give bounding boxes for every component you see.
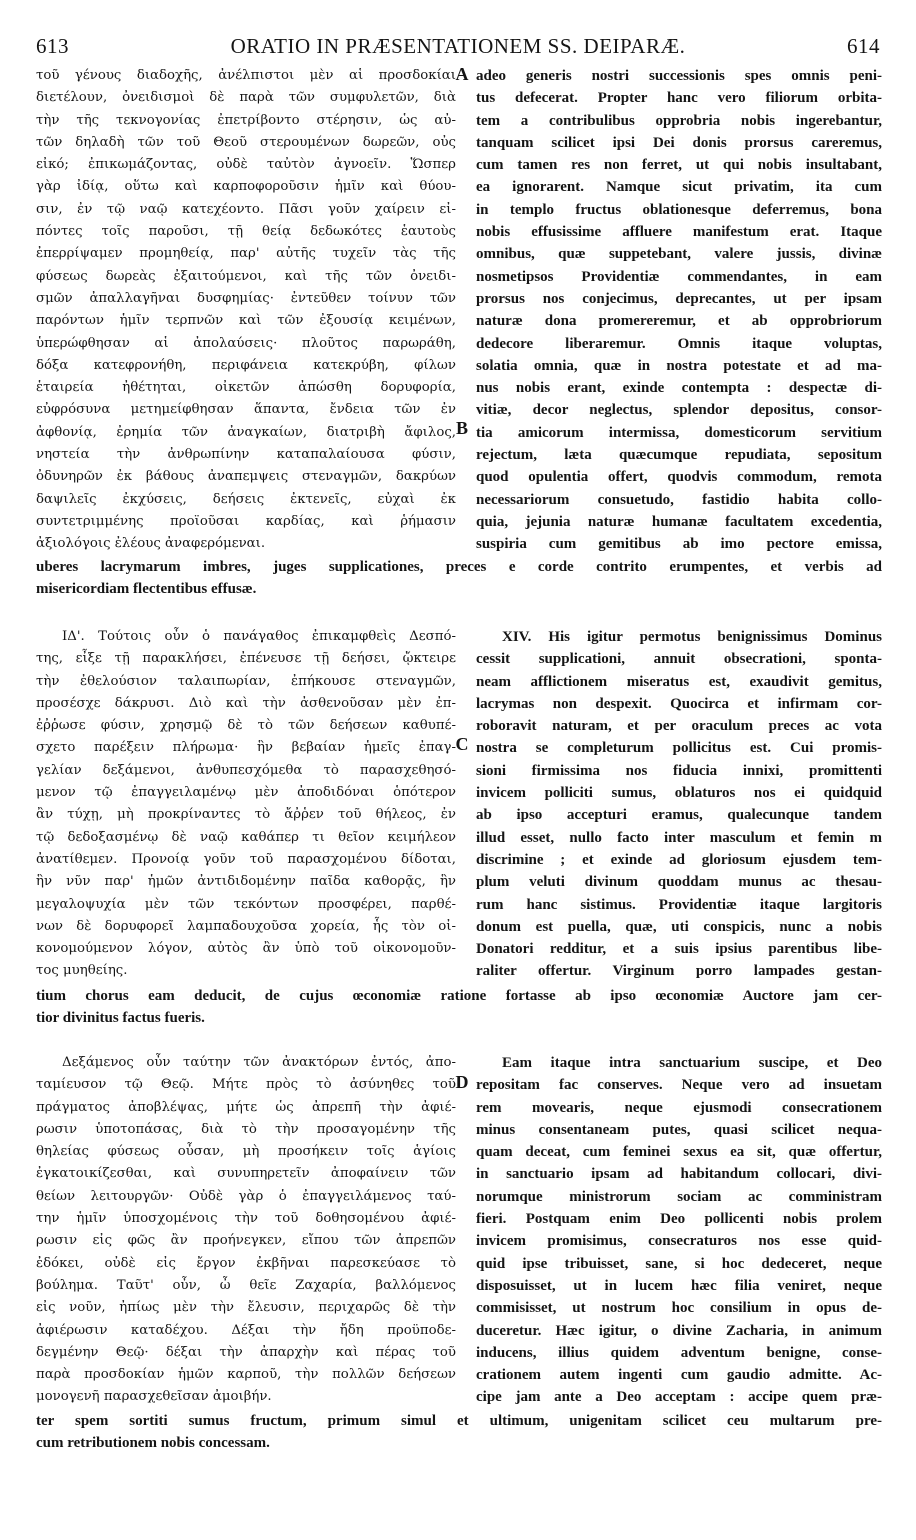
text-line: minus consentaneam putes, quasi scilicet nequa- bbox=[476, 1121, 882, 1138]
text-line: νων δὲ δορυφορεῖ λαμπαδουχοῦσα χορεία, ἧς τὸν οἰ- bbox=[36, 918, 456, 934]
latin-full-width-section-2 bbox=[36, 985, 882, 1030]
text-line: εἰκό; ἐπικωμάζοντας, οὐδὲ ταὐτὸν ἀγνοεῖν. Ὥσπερ bbox=[36, 157, 456, 173]
greek-column-section-1 bbox=[36, 65, 456, 556]
text-line: quam deceat, cum feminei sexus ea sit, quæ offertur, bbox=[476, 1144, 882, 1161]
text-line: ἀφθονίᾳ, ἐρημία τῶν ἀναγκαίων, διατριβὴ ἄφιλος, bbox=[36, 424, 456, 440]
text-line: παρόντων ἡμῖν τερπνῶν καὶ τῶν ἐξουσίᾳ κειμένων, bbox=[36, 313, 456, 329]
text-line: ἀφιέρωσιν καταδέχου. Δέξαι τὴν ἤδη προϋποδε- bbox=[36, 1322, 456, 1338]
text-line: XIV. His igitur permotus benignissimus Dominus bbox=[502, 629, 882, 645]
text-line: μεγαλοψυχία μὲν τῶν τεκόντων προσφέρει, παρθέ- bbox=[36, 896, 456, 912]
text-line: πράγματος ἀποβλέψας, μήτε ὡς ἀπρεπῆ τὴν ἀφιέ- bbox=[36, 1099, 456, 1115]
text-line: adeo generis nostri successionis spes omnis peni- bbox=[476, 68, 882, 84]
text-line: ἐπερρίψαμεν προμηθείᾳ, παρ' αὐτῆς τυχεῖν τὰς τῆς bbox=[36, 246, 456, 262]
text-line: tium chorus eam deducit, de cujus œconomiæ ratione fortasse ab ipso œconomiæ Auctore jam cer- bbox=[36, 988, 882, 1004]
text-line: τὴν τῆς τεκνογονίας ἐπετρίβοντο στέρησιν, ὡς αὐ- bbox=[36, 112, 456, 128]
text-line: φύσεως δωρεὰς ἐξαιτούμενοι, καὶ τῆς τῶν ὀνειδι- bbox=[36, 268, 456, 284]
text-line: cum retributionem nobis concessam. bbox=[36, 1435, 270, 1452]
text-line: την ἡμῖν ὑποσχομένοις τὴν τοῦ δοθησομένου ἀφιέ- bbox=[36, 1211, 456, 1227]
text-line: διετέλουν, ὀνειδισμοὶ δὲ παρὰ τῶν συμφυλετῶν, διὰ bbox=[36, 90, 456, 106]
text-line: necessariorum consuetudo, fastidio habita collo- bbox=[476, 491, 882, 508]
text-line: rejectum, læta quæcumque repudiata, sepositum bbox=[476, 447, 882, 464]
page-number-right: 614 bbox=[847, 34, 880, 58]
text-line: solatia omnia, quæ in nostra potestate et ad ma- bbox=[476, 357, 882, 374]
text-line: ταμίευσον τῷ Θεῷ. Μήτε πρὸς τὸ ἀσύνηθες τοῦ bbox=[36, 1077, 456, 1093]
text-line: μενον τῷ ἐπαγγειλαμένῳ μὲν ἀποδιδόναι ὁπότερον bbox=[36, 785, 456, 801]
latin-column-section-2 bbox=[476, 626, 882, 983]
text-line: γὰρ ἰδίᾳ, οὕτω καὶ καρποφοροῦσιν ἡμῖν καὶ θύου- bbox=[36, 179, 456, 195]
text-line: inducens, illius quidem adventum benigne, conse- bbox=[476, 1344, 882, 1361]
text-line: tior divinitus factus fueris. bbox=[36, 1010, 205, 1027]
page-number-left: 613 bbox=[36, 34, 69, 58]
text-line: naturæ dona promereremur, et ab opprobriorum bbox=[476, 313, 882, 330]
text-line: μονογενῆ παρασχεθεῖσαν ἀμοιβήν. bbox=[36, 1389, 272, 1405]
text-line: repositam fac conserves. Neque vero ad insuetam bbox=[476, 1077, 882, 1094]
text-line: vitiæ, decor neglectus, splendor depositus, consor- bbox=[476, 402, 882, 419]
text-line: tia amicorum intermissa, domesticorum servitium bbox=[476, 424, 882, 441]
text-line: δεγμένην Θεῷ· δέξαι τὴν ἀπαρχὴν καὶ πέρας τοῦ bbox=[36, 1344, 456, 1360]
latin-full-width-section-1 bbox=[36, 556, 882, 601]
text-line: σμῶν ἀπαλλαγῆναι δυσφημίας· ἐντεῦθεν τοίνυν τῶν bbox=[36, 290, 456, 306]
text-line: εὐφρόσυνα μετημείφθησαν ἅπαντα, ἔνδεια τῶν ἐν bbox=[36, 402, 456, 418]
section-marker-b: B bbox=[455, 418, 468, 438]
text-line: quid ipse tribuisset, sane, si hoc dedeceret, neque bbox=[476, 1255, 882, 1272]
text-line: cipe jam ante a Deo acceptam : accipe quem præ- bbox=[476, 1389, 882, 1406]
text-line: ter spem sortiti sumus fructum, primum simul et ultimum, unigenitam scilicet ceu multarum pre- bbox=[36, 1413, 882, 1429]
text-line: ἐγκατοικίζεσθαι, καὶ συνυπηρετεῖν ἀποφαίνειν τῶν bbox=[36, 1166, 456, 1182]
latin-column-section-3 bbox=[476, 1052, 882, 1409]
text-line: ΙΔ'. Τούτοις οὖν ὁ πανάγαθος ἐπικαμφθεὶς Δεσπό- bbox=[62, 629, 456, 644]
greek-column-section-2 bbox=[36, 626, 456, 983]
text-line: rem movearis, neque ejusmodi consecrationem bbox=[476, 1099, 882, 1116]
text-line: ἣν νῦν παρ' ἡμῶν ἀντιδιδομένην παῖδα καθορᾷς, ἣν bbox=[36, 874, 456, 890]
text-line: discrimine ; et exinde ad gloriosum ejusdem tem- bbox=[476, 851, 882, 868]
text-line: invicem polliciti sumus, oblaturos nos ei quidquid bbox=[476, 785, 882, 802]
text-line: τοῦ γένους διαδοχῆς, ἀνέλπιστοι μὲν αἱ προσδοκίαι bbox=[36, 68, 456, 83]
text-line: nosmetipsos Providentiæ commendantes, in eam bbox=[476, 268, 882, 285]
text-line: ἐδόκει, οὐδὲ εἰς ἔργον ἐκβῆναι παρεσκεύασε τὸ bbox=[36, 1255, 456, 1271]
text-line: raliter offertur. Virginum porro lampades gestan- bbox=[476, 963, 882, 980]
text-line: ἐῤῥωσε φύσιν, χρησμῷ δὲ τὸ τῶν δεήσεων καθυπέ- bbox=[36, 718, 456, 734]
text-line: τὴν ἐθελούσιον ταλαιπωρίαν, ἐπήκουσε στεναγμῶν, bbox=[36, 673, 456, 689]
text-line: uberes lacrymarum imbres, juges supplicationes, preces e corde contrito erumpentes, et verbis ad bbox=[36, 559, 882, 575]
text-line: tem a contribulibus opprobria nobis ingerebantur, bbox=[476, 112, 882, 129]
text-line: lacrymas non despexit. Quocirca et infirmam cor- bbox=[476, 695, 882, 712]
text-line: cessit supplicationi, annuit obsecrationi, sponta- bbox=[476, 651, 882, 668]
section-marker-d: D bbox=[455, 1072, 469, 1092]
text-line: ἀνατίθεμεν. Προνοίᾳ γοῦν τοῦ παρασχομένου δίδοται, bbox=[36, 851, 456, 867]
text-line: δαψιλεῖς ἐκχύσεις, δεήσεις ἐκτενεῖς, εὐχαὶ ἐκ bbox=[36, 491, 456, 507]
text-line: quod opulentia offert, quodvis commodum, remota bbox=[476, 469, 882, 486]
running-title: ORATIO IN PRÆSENTATIONEM SS. DEIPARÆ. bbox=[230, 34, 686, 58]
text-line: νηστεία τὴν ἀνθρωπίνην καταπαλαίουσα φύσιν, bbox=[36, 447, 456, 463]
text-line: Δεξάμενος οὖν ταύτην τῶν ἀνακτόρων ἐντός, ἀπο- bbox=[62, 1055, 456, 1070]
text-line: duceretur. Hæc igitur, o divine Zacharia, in animum bbox=[476, 1322, 882, 1339]
text-line: ρωσιν ὑποτοπάσας, διὰ τὸ τὴν προσαγομένην τῆς bbox=[36, 1121, 456, 1137]
text-line: γελίαν δεξάμενοι, ἀνθυπεσχόμεθα τὸ παρασχεθησό- bbox=[36, 762, 456, 778]
text-line: σχετο παρέξειν πλήρωμα· ἣν βεβαίαν ἡμεῖς ἐπαγ- bbox=[36, 740, 456, 756]
text-line: prorsus nos conjecimus, deprecantes, ut per ipsam bbox=[476, 290, 882, 307]
text-line: θηλείας φύσεως οὖσαν, μὴ προσήκειν τοῖς ἁγίοις bbox=[36, 1144, 456, 1160]
text-line: sioni firmissima nos fiducia innixi, promittenti bbox=[476, 762, 882, 779]
text-line: plum veluti divinum quoddam munus ac thesau- bbox=[476, 874, 882, 891]
running-header bbox=[36, 34, 880, 62]
text-line: cum tamen res non ferret, ut qui nobis insultabant, bbox=[476, 157, 882, 174]
text-line: invicem promisimus, consecraturos nos esse quid- bbox=[476, 1233, 882, 1250]
text-line: fieri. Postquam enim Deo pollicenti nobis prolem bbox=[476, 1211, 882, 1228]
text-line: norumque ministrorum sociam ac comministram bbox=[476, 1188, 882, 1205]
text-line: ὑπερώφθησαν αἱ ἀπολαύσεις· πλοῦτος παρωράθη, bbox=[36, 335, 456, 351]
text-line: donum est puella, quæ, uti conspicis, nunc a nobis bbox=[476, 918, 882, 935]
text-line: omnibus, quæ suppetebant, valere jussis, divinæ bbox=[476, 246, 882, 263]
text-line: neam afflictionem miseratus est, exaudivit gemitus, bbox=[476, 673, 882, 690]
latin-column-section-1 bbox=[476, 65, 882, 556]
text-line: nobis effusissime affluere manifestum erat. Itaque bbox=[476, 224, 882, 241]
latin-full-width-section-3 bbox=[36, 1410, 882, 1455]
text-line: παρὰ προσδοκίαν ἡμῶν καρποῦ, τὴν πολλῶν δεήσεων bbox=[36, 1367, 456, 1383]
text-line: κονομούμενον λόγον, αὐτὸς ἂν ὑπὸ τοῦ οἰκονομοῦν- bbox=[36, 941, 456, 957]
text-line: τῶν δηλαδὴ τῶν τοῦ Θεοῦ στερουμένων δωρεῶν, οὐς bbox=[36, 134, 456, 150]
text-line: nus nobis erant, exinde contempta : despectæ di- bbox=[476, 380, 882, 397]
greek-column-section-3 bbox=[36, 1052, 456, 1409]
text-line: ab ipso accepturi eramus, qualecunque tandem bbox=[476, 807, 882, 824]
text-line: τος μυηθείης. bbox=[36, 963, 128, 979]
text-line: τῷ δεδοξασμένῳ δὲ ναῷ καθάπερ τι θεῖον κειμήλεον bbox=[36, 829, 456, 845]
text-line: in templo fructus oblationesque deferremus, bona bbox=[476, 201, 882, 218]
text-line: roboravit naturam, et per oraculum preces ac vota bbox=[476, 718, 882, 735]
text-line: πόντες τοῖς παροῦσι, τῇ θείᾳ δεδωκότες ἑαυτοὺς bbox=[36, 224, 456, 240]
text-line: της, εἶξε τῇ παρακλήσει, ἐπένευσε τῇ δεήσει, ᾤκτειρε bbox=[36, 651, 456, 667]
text-line: προσέσχε δάκρυσι. Διὸ καὶ τὴν ἀσθενοῦσαν μὲν ἐπ- bbox=[36, 695, 456, 711]
text-line: nostra se completurum pollicitus est. Cui promis- bbox=[476, 740, 882, 757]
text-line: commisisset, ut nostrum hoc consilium in opus de- bbox=[476, 1300, 882, 1317]
text-line: dedecore liberaremur. Omnis itaque voluptas, bbox=[476, 335, 882, 352]
section-marker-c: C bbox=[455, 734, 469, 754]
section-marker-a: A bbox=[455, 64, 469, 84]
text-line: δόξα κατεφρονήθη, περιφάνεια κατεκρύβη, φίλων bbox=[36, 357, 456, 373]
text-line: illud esset, nullo facto inter masculum et femin m bbox=[476, 829, 882, 846]
text-line: disposuisset, ut in lucem hæc filia veniret, neque bbox=[476, 1277, 882, 1294]
text-line: crationem autem ingenti cum gaudio admitte. Ac- bbox=[476, 1367, 882, 1384]
text-line: quia, jejunia naturæ humanæ facultatem excedentia, bbox=[476, 513, 882, 530]
text-line: Donatori redditur, et a suis ipsius parentibus libe- bbox=[476, 941, 882, 958]
text-line: tanquam scilicet ipsi Dei donis prorsus careremus, bbox=[476, 134, 882, 151]
text-line: suspiria cum gemitibus ab imo pectore emissa, bbox=[476, 536, 882, 553]
text-line: εἰς νοῦν, ἠπίως μὲν τὴν ἔλευσιν, περιχαρῶς δὲ τὴν bbox=[36, 1300, 456, 1316]
text-line: σιν, ἐν τῷ ναῷ κατεχέοντο. Πᾶσι γοῦν χαίρειν εἰ- bbox=[36, 201, 456, 217]
text-line: βούλημα. Ταῦτ' οὖν, ὦ θεῖε Ζαχαρία, βαλλόμενος bbox=[36, 1277, 456, 1293]
text-line: ἑταιρεία ἠθέτηται, οἰκετῶν ἀπώσθη δορυφορία, bbox=[36, 380, 456, 396]
text-line: in sanctuario ipsam ad habitandum collocari, divi- bbox=[476, 1166, 882, 1183]
text-line: ρωσιν εἰς φῶς ἂν προήνεγκεν, εἴπου τῶν ἀπρεπῶν bbox=[36, 1233, 456, 1249]
text-line: tus defecerat. Propter hanc vero filiorum orbita- bbox=[476, 90, 882, 107]
text-line: θείων λειτουργῶν· Οὐδὲ γὰρ ὁ ἐπαγγειλάμενος ταύ- bbox=[36, 1188, 456, 1204]
text-line: ea ignorarent. Namque sicut privatim, ita cum bbox=[476, 179, 882, 196]
text-line: ἂν τύχῃ, μὴ προκρίναντες τὸ ἄῤῥεν τοῦ θήλεος, ἐν bbox=[36, 807, 456, 823]
text-line: rum hanc sistimus. Providentiæ itaque largitoris bbox=[476, 896, 882, 913]
text-line: ἀξιολόγοις ἐλέους ἀναφερόμεναι. bbox=[36, 536, 266, 552]
text-line: Eam itaque intra sanctuarium suscipe, et Deo bbox=[502, 1055, 882, 1071]
text-line: ὀδυνηρῶν ἐκ βάθους ἀναπεμψεις στεναγμῶν, δακρύων bbox=[36, 469, 456, 485]
text-line: συντετριμμένης προϊοῦσαι καρδίας, καὶ ῥήμασιν bbox=[36, 513, 456, 529]
text-line: misericordiam flectentibus effusæ. bbox=[36, 581, 257, 598]
